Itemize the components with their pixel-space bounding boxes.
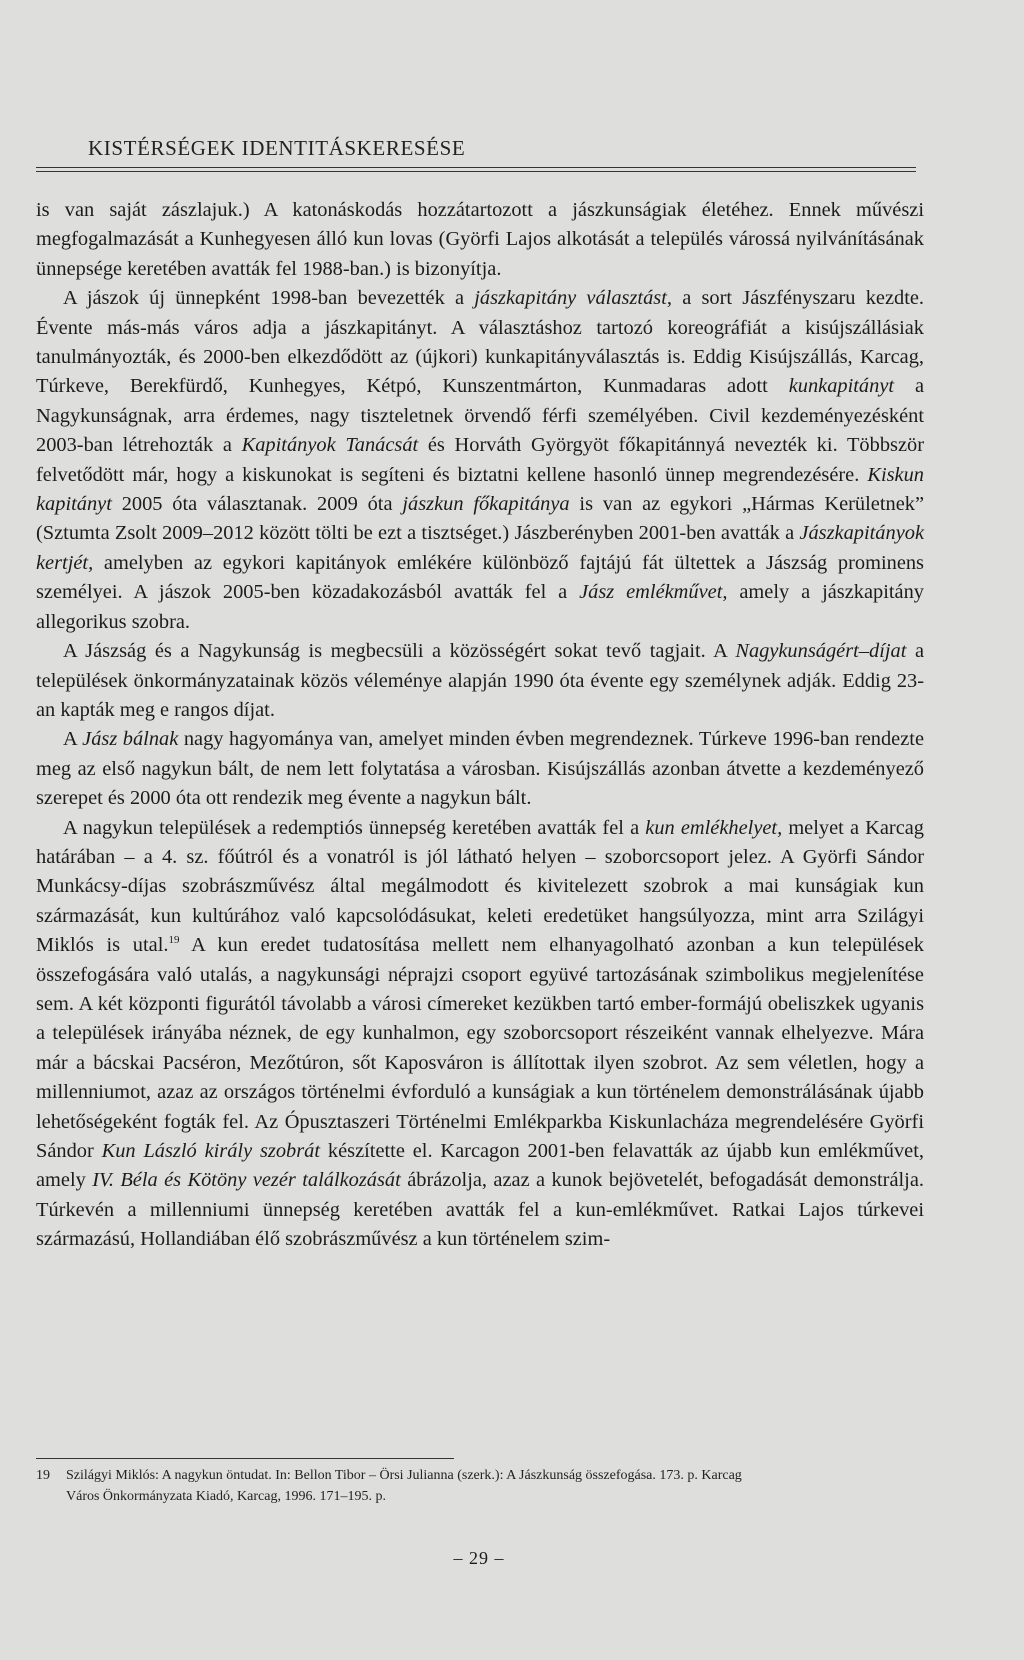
text-run: a Nagykunságnak, arra érdemes, nagy tiszteletnek örvendő férfi személyében. Civil kezdeményezésként 2003-ban létrehozták a bbox=[36, 375, 924, 457]
text-run: A jászok új ünnepként 1998-ban bevezették a bbox=[63, 287, 475, 310]
header-rule-bottom bbox=[36, 171, 916, 172]
italic-run: Kapitányok Tanácsát bbox=[241, 434, 419, 457]
italic-run: Jász bálnak bbox=[82, 728, 179, 751]
paragraph bbox=[36, 637, 924, 725]
text-run: amelyben az egykori kapitányok emlékére különböző fajtájú fát ültettek a Jászság prominens személyei. A jászok 2005-ben közadakozásból avatták fel a bbox=[36, 551, 924, 604]
text-run: készítette el. Karcagon 2001-ben felavatták az újabb kun emlékművet, amely bbox=[36, 1140, 924, 1192]
footnote-line-1: Szilágyi Miklós: A nagykun öntudat. In: Bellon Tibor – Örsi Julianna (szerk.): A Jászkunság összefogása. 173. p. Karcag bbox=[66, 1468, 742, 1483]
running-header-title: KISTÉRSÉGEK IDENTITÁSKERESÉSE bbox=[88, 136, 466, 160]
text-run: A nagykun települések a redemptiós ünnepség keretében avatták fel a bbox=[63, 816, 646, 839]
text-run: a sort Jászfényszaru kezdte. Évente más-más város adja a jászkapitányt. A választáshoz tartozó koreográfiát a kisújszállásiak tanulmányozták, és 2000-ben elkezdődött az (újkori) kunkapitányválasztás is. Eddig Kisújszállás, Karcag, Túrkeve, Berekfürdő, Kunhegyes, Kétpó, Kunszentmárton, Kunmadaras adott bbox=[36, 287, 925, 398]
paragraph bbox=[36, 196, 924, 284]
footnote-reference: 19 bbox=[168, 934, 180, 947]
footnote-number: 19 bbox=[36, 1468, 50, 1483]
text-run: is van saját zászlajuk.) A katonáskodás hozzátartozott a jászkunságiak életéhez. Ennek művészi megfogalmazását a Kunhegyesen álló kun lovas (Györfi Lajos alkotását a település várossá nyilvánításának ünnepsége keretében avatták fel 1988-ban.) is bizonyítja. bbox=[36, 199, 924, 280]
text-run: A Jászság és a Nagykunság is megbecsüli a közösségért sokat tevő tagjait. A bbox=[63, 640, 736, 663]
paragraph bbox=[36, 814, 924, 1255]
footnote-19 bbox=[36, 1465, 924, 1507]
text-run: nagy hagyománya van, amelyet minden évben megrendeznek. Túrkeve 1996-ban rendezte meg az első nagykun bált, de nem lett folytatása a városban. Kisújszállás azonban átvette a kezdeményező szerepet és 2000 óta ott rendezik meg évente a nagykun bált. bbox=[36, 728, 924, 810]
paragraph bbox=[36, 284, 924, 637]
text-run: melyet a Karcag határában – a 4. sz. főútról és a vonatról is jól látható helyen – szoborcsoport jelez. A Györfi Sándor Munkácsy-díjas szobrászművész által megálmodott és kivitelezett szobrok a mai kunságiak kun származását, kun kultúrához való kapcsolódásukat, keleti eredetüket hangsúlyozza, mint arra Szilágyi Miklós is utal. bbox=[36, 816, 925, 957]
header-rule-top bbox=[36, 167, 916, 168]
body-text bbox=[36, 196, 924, 1255]
italic-run: kun emlékhelyet, bbox=[645, 816, 783, 839]
page-number: – 29 – bbox=[453, 1548, 505, 1568]
italic-run: Nagykunságért–díjat bbox=[735, 640, 907, 663]
footnote-line-2: Város Önkormányzata Kiadó, Karcag, 1996. 171–195. p. bbox=[66, 1489, 386, 1504]
italic-run: Kun László király szobrát bbox=[101, 1140, 321, 1162]
italic-run: Jászkapitányok kertjét, bbox=[36, 522, 924, 574]
text-run: a települések önkormányzatainak közös véleménye alapján 1990 óta évente egy személynek adják. Eddig 23-an kapták meg e rangos díjat. bbox=[36, 640, 924, 721]
text-run: A kun eredet tudatosítása mellett nem elhanyagolható azonban a kun települések összefogására való utalás, a nagykunsági néprajzi csoport együvé tartozásának szimbolikus megjelenítése sem. A két központi figurától távolabb a városi címereket kezükben tartó ember-formájú obeliszkek ugyanis a települések irányába néznek, de egy kunhalmon, egy szoborcsoport részeiként vannak elhelyezve. Mára már a bácskai Pacséron, Mezőtúron, sőt Kaposváron is állítottak ilyen szobrot. Az sem véletlen, hogy a millenniumot, azaz az országos történelmi évforduló a kunságiak a kun történelem demonstrálásának újabb lehetőségeként fogták fel. Az Ópusztaszeri Történelmi Emlékparkba Kiskunlacháza megrendelésére Györfi Sándor bbox=[36, 934, 924, 1162]
text-run: ábrázolja, azaz a kunok bejövetelét, befogadását demonstrálja. Túrkevén a millenniumi ünnepség keretében avatták fel a kun-emlékművet. Ratkai Lajos túrkevei származású, Hollandiában élő szobrászművész a kun történelem szim- bbox=[36, 1169, 924, 1251]
italic-run: jászkun főkapitánya bbox=[402, 493, 570, 516]
text-run: A bbox=[63, 728, 83, 751]
text-run: amely a jászkapitány allegorikus szobra. bbox=[36, 581, 924, 633]
footnote-rule bbox=[36, 1458, 454, 1459]
paragraph bbox=[36, 725, 924, 813]
italic-run: Jász emlékművet, bbox=[579, 581, 728, 604]
italic-run: Kiskun kapitányt bbox=[36, 463, 924, 516]
text-run: 2005 óta választanak. 2009 óta bbox=[111, 493, 403, 516]
italic-run: IV. Béla és Kötöny vezér találkozását bbox=[92, 1169, 401, 1192]
italic-run: jászkapitány választást, bbox=[474, 287, 672, 310]
text-run: és Horváth Györgyöt főkapitánnyá nevezték ki. Többször felvetődött már, hogy a kiskunokat is segíteni és biztatni kellene hasonló ünnep megrendezésére. bbox=[36, 434, 924, 486]
italic-run: kunkapitányt bbox=[788, 375, 895, 398]
text-run: is van az egykori „Hármas Kerületnek” (Sztumta Zsolt 2009–2012 között tölti be ezt a tisztséget.) Jászberényben 2001-ben avatták a bbox=[36, 493, 924, 545]
running-header bbox=[36, 136, 916, 172]
